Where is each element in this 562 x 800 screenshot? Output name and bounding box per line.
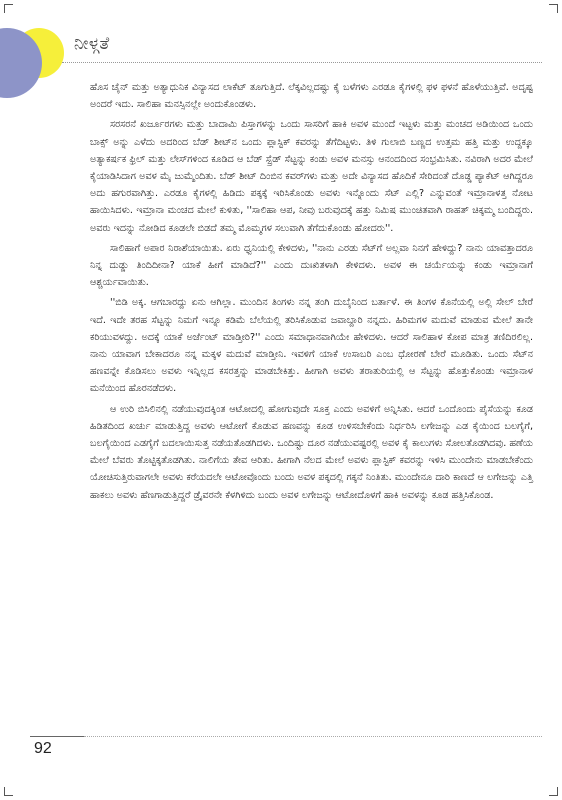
paragraph: ಆ ಉರಿ ಬಿಸಿಲಿನಲ್ಲಿ ನಡೆಯುವುದಕ್ಕಿಂತ ಆಟೋದಲ್ಲಿ ಹೋಗುವುದೇ ಸೂಕ್ತ ಎಂದು ಅವಳಿಗೆ ಅನ್ನಿಸಿತು. ಆದರೆ ಒಂದೊಂದು ಪೈಸೆಯನ್ನು ಕೂಡ ಹಿಡಿತದಿಂದ ಖರ್ಚು ಮಾಡುತ್ತಿದ್ದ ಅವಳು ಆಟೋಗೆ ಕೊಡುವ ಹಣವನ್ನು ಕೂಡ ಉಳಿಸಬೇಕೆಂದು ನಿರ್ಧರಿಸಿ ಲಗೇಜನ್ನು ಎಡ ಕೈಯಿಂದ ಬಲಗೈಗೆ, ಬಲಗೈಯಿಂದ ಎಡಗೈಗೆ ಬದಲಾಯಿಸುತ್ತ ನಡೆಯತೊಡಗಿದಳು. ಒಂದಿಷ್ಟು ದೂರ ನಡೆಯುವಷ್ಟರಲ್ಲಿ ಅವಳ ಕೈ ಕಾಲುಗಳು ಸೋಲತೊಡಗಿದವು. ಹಣೆಯ ಮೇಲೆ ಬೆವರು ತೊಟ್ಟಿಕ್ಕತೊಡಗಿತು. ನಾಲಿಗೆಯ ತೇವ ಆರಿತು. ಹೀಗಾಗಿ ನೆಲದ ಮೇಲೆ ಅವಳು ಪ್ಲಾಸ್ಟಿಕ್ ಕವರನ್ನು ಇಳಿಸಿ ಮುಂದೇನು ಮಾಡಬೇಕೆಂದು ಯೋಚಿಸುತ್ತಿರುವಾಗಲೇ ಅವಳು ಕರೆಯದಲೇ ಆಟೋವೊಂದು ಬಂದು ಅವಳ ಪಕ್ಕದಲ್ಲಿ ಗಕ್ಕನೆ ನಿಂತಿತು. ಮುಂದೇನೂ ದಾರಿ ಕಾಣದೆ ಆ ಲಗೇಜನ್ನು ಎತ್ತಿ ಹಾಕಲು ಅವಳು ಹೆಣಗಾಡುತ್ತಿದ್ದರೆ ಡ್ರೈವರನೇ ಕೆಳಗಿಳಿದು ಬಂದು ಅವಳ ಲಗೇಜನ್ನು ಆಟೋದೊಳಗೆ ಹಾಕಿ ಅವಳನ್ನು ಕೂಡ ಹತ್ತಿಸಿಕೊಂಡ. [90,403,533,501]
paragraph: ಸಾಲಿಹಾಗೆ ಅಪಾರ ನಿರಾಶೆಯಾಯಿತು. ಏರು ಧ್ವನಿಯಲ್ಲಿ ಕೇಳಿದಳು, ''ನಾನು ಎರಡು ಸೆಟ್‌ಗೆ ಅಲ್ಲವಾ ನಿನಗೆ ಹೇಳಿದ್ದು? ನಾನು ಯಾವತ್ತಾದರೂ ನಿನ್ನ ದುಡ್ಡು ತಿಂದಿದೀನಾ? ಯಾಕೆ ಹೀಗೆ ಮಾಡಿದೆ?'' ಎಂದು ದುಃಖಿತಳಾಗಿ ಕೇಳಿದಳು. ಅವಳ ಈ ಚರ್ಯೆಯನ್ನು ಕಂಡು ಇಮ್ರಾನಾಗೆ ಆಶ್ಚರ್ಯವಾಯಿತು. [90,242,533,289]
crop-mark-bottom-right [549,787,558,796]
paragraph: ಸರಸರನೆ ಖರ್ಜೂರಗಳು ಮತ್ತು ಬಾದಾಮಿ ಪಿಸ್ತಾಗಳನ್ನು ಒಂದು ಸಾಸರಿಗೆ ಹಾಕಿ ಅವಳ ಮುಂದೆ ಇಟ್ಟಳು ಮತ್ತು ಮಂಚದ ಅಡಿಯಿಂದ ಒಂದು ಬಾಕ್ಸ್ ಅನ್ನು ಎಳೆದು ಅದರಿಂದ ಬೆಡ್ ಶೀಟ್‌ನ ಒಂದು ಪ್ಲಾಸ್ಟಿಕ್ ಕವರನ್ನು ತೆಗೆದಿಟ್ಟಳು. ತಿಳಿ ಗುಲಾಬಿ ಬಣ್ಣದ ಉತ್ತಮ ಹತ್ತಿ ಮತ್ತು ಉದ್ದಕ್ಕೂ ಅತ್ಯಾಕರ್ಷಕ ಫ್ರಿಲ್ ಮತ್ತು ಲೇಸ್‌ಗಳಿಂದ ಕೂಡಿದ ಆ ಬೆಡ್ ಸ್ಪ್ರೆಡ್ ಸೆಟ್ಟನ್ನು ಕಂಡು ಅವಳ ಮನಸ್ಸು ಆನಂದದಿಂದ ಸಂಭ್ರಮಿಸಿತು. ನವಿರಾಗಿ ಅದರ ಮೇಲೆ ಕೈಯಾಡಿಸಿದಾಗ ಅವಳ ಮೈ ಜುಮ್ಮೆಂದಿತು. ಬೆಡ್ ಶೀಟ್ ದಿಂಬಿನ ಕವರ್‌ಗಳು ಮತ್ತು ಅದೇ ವಿನ್ಯಾಸದ ಹೊದಿಕೆ ಸೇರಿದಂತೆ ದೊಡ್ಡ ಪ್ಯಾಕೆಟ್ ಆಗಿದ್ದರೂ ಅದು ಹಗುರವಾಗಿತ್ತು. ಎರಡೂ ಕೈಗಳಲ್ಲಿ ಹಿಡಿದು ಪಕ್ಕಕ್ಕೆ ಇರಿಸಿಕೊಂಡು ಅವಳು ಇನ್ನೊಂದು ಸೆಟ್ ಎಲ್ಲಿ? ಎನ್ನುವಂತೆ ಇಮ್ರಾನಾಳತ್ತ ನೋಟ ಹಾಯಿಸಿದಳು. ಇಮ್ರಾನಾ ಮಂಚದ ಮೇಲೆ ಕುಳಿತು, ''ಸಾಲಿಹಾ ಆಪ, ನೀವು ಬರುವುದಕ್ಕೆ ಹತ್ತು ನಿಮಿಷ ಮುಂಚಿತವಾಗಿ ರಾಹತ್ ಚಿಕ್ಕಮ್ಮ ಬಂದಿದ್ದರು. ಅವರು ಇದನ್ನು ನೋಡಿದ ಕೂಡಲೇ ಬಿಡದೆ ತಮ್ಮ ಮೊಮ್ಮಗಳ ಸಲುವಾಗಿ ತೆಗೆದುಕೊಂಡು ಹೋದರು''. [90,119,533,234]
footer-divider [30,736,84,737]
header-divider [62,62,542,63]
crop-mark-top-right [549,4,558,13]
crop-mark-top-left [4,4,13,13]
paragraph: ಹೊಸ ಚೈನ್ ಮತ್ತು ಅತ್ಯಾಧುನಿಕ ವಿನ್ಯಾಸದ ಲಾಕೆಟ್ ತೂಗುತ್ತಿದೆ. ಲೆಕ್ಕವಿಲ್ಲದಷ್ಟು ಕೈ ಬಳೆಗಳು ಎರಡೂ ಕೈಗಳಲ್ಲಿ ಫಳ ಫಳನೆ ಹೊಳೆಯುತ್ತಿವೆ. ಅದೃಷ್ಟ ಅಂದರೆ ಇದು. ಸಾಲಿಹಾ ಮನಸ್ಸಿನಲ್ಲೇ ಅಂದುಕೊಂಡಳು. [90,82,533,111]
paragraph: ''ಬಿಡಿ ಅಕ್ಕ. ಆಗಬಾರದ್ದು ಏನು ಆಗಿಲ್ಲಾ. ಮುಂದಿನ ತಿಂಗಳು ನನ್ನ ತಂಗಿ ದುಬೈನಿಂದ ಬರ್ತಾಳೆ. ಈ ತಿಂಗಳ ಕೊನೆಯಲ್ಲಿ ಅಲ್ಲಿ ಸೇಲ್ ಬೇರೆ ಇದೆ. ಇದೇ ತರಹ ಸೆಟ್ಟನ್ನು ನಿಮಗೆ ಇನ್ನೂ ಕಡಿಮೆ ಬೆಲೆಯಲ್ಲಿ ತರಿಸಿಕೊಡುವ ಜವಾಬ್ದಾರಿ ನನ್ನದು. ಹಿರಿಮಗಳ ಮದುವೆ ಮಾಡುವ ಮೇಲೆ ತಾನೇ ಕರಿಯುವಳದ್ದು. ಅದಕ್ಕೆ ಯಾಕೆ ಅರ್ಜೆಂಟ್ ಮಾಡ್ತೀರಿ?'' ಎಂದು ಸಮಾಧಾನವಾಗಿಯೇ ಹೇಳಿದಳು. ಆದರೆ ಸಾಲಿಹಾಳ ಕೋಪ ಮಾತ್ರ ತಣಿದಿರಲಿಲ್ಲ. ನಾನು ಯಾವಾಗ ಬೇಕಾದರೂ ನನ್ನ ಮಕ್ಕಳ ಮದುವೆ ಮಾಡ್ತೀನಿ. ಇವಳಿಗೆ ಯಾಕೆ ಉಸಾಬರಿ ಎಂಬ ಧೋರಣೆ ಬೇರೆ ಮೂಡಿತು. ಒಂದು ಸೆಟ್‌ನ ಹಣವನ್ನೇ ಕೊಡಿಸಲು ಅವಳು ಇನ್ನಿಲ್ಲದ ಕಸರತ್ತನ್ನು ಮಾಡಬೇಕಿತ್ತು. ಹೀಗಾಗಿ ಅವಳು ತರಾತುರಿಯಲ್ಲಿ ಆ ಸೆಟ್ಟನ್ನು ಹೊತ್ತುಕೊಂಡು ಇಮ್ರಾನಾಳ ಮನೆಯಿಂದ ಹೊರನಡೆದಳು. [90,297,533,395]
footer-dotted-divider [84,736,542,737]
section-title: ನೀಳ್ಗತೆ [74,34,110,54]
page-number: 92 [34,740,52,757]
crop-mark-bottom-left [4,787,13,796]
article-body [90,79,533,507]
